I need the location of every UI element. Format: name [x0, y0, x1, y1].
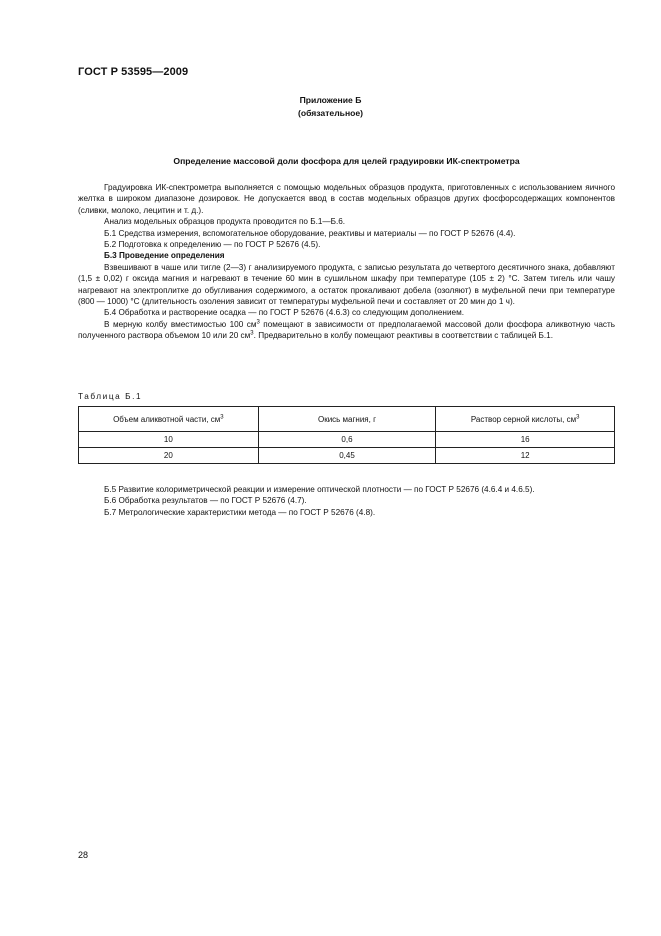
flask-text-a: В мерную колбу вместимостью 100 см	[104, 319, 257, 329]
paragraph-b2: Б.2 Подготовка к определению — по ГОСТ Р 52676 (4.5).	[104, 240, 321, 250]
paragraph-flask	[78, 319, 615, 342]
paragraph-intro: Градуировка ИК-спектрометра выполняется с помощью модельных образцов продукта, приготовленных с использованием яичного желтка в широком диапазоне дозировок. Не допускается ввод в состав модельных образцов других фосфорсодержащих компонентов (сливки, молоко, лецитин и т. д.).	[78, 183, 615, 215]
paragraph-b4: Б.4 Обработка и растворение осадка — по ГОСТ Р 52676 (4.6.3) со следующим дополнением.	[104, 308, 464, 318]
flask-text-c: . Предварительно в колбу помещают реактивы в соответствии с таблицей Б.1.	[253, 331, 554, 341]
paragraph-procedure: Взвешивают в чаше или тигле (2—3) г анализируемого продукта, с записью результата до четвертого десятичного знака, добавляют (1,5 ± 0,02) г оксида магния и нагревают в течение 60 мин в сушильном шкафу при температуре (105 ± 2) °С. Затем тигель или чашу нагревают на электроплитке до обугливания содержимого, а остаток прокаливают добела (озоляют) в муфельной печи при температуре (800 — 1000) °С (длительность озоления зависит от температуры муфельной печи и составляет от 20 мин до 1 ч).	[78, 262, 615, 307]
header-sulfuric-acid: Раствор серной кислоты, $см^3$	[436, 407, 615, 432]
document-code-header: ГОСТ Р 53595—2009	[78, 66, 189, 78]
flask-sup-b: 3	[250, 330, 254, 337]
paragraph-b6: Б.6 Обработка результатов — по ГОСТ Р 52676 (4.7).	[104, 496, 307, 506]
annex-status: (обязательное)	[297, 108, 364, 118]
table-header-row	[79, 407, 615, 432]
table-cell: 0,6	[258, 432, 436, 448]
table-cell: 12	[436, 448, 615, 464]
paragraph-analysis: Анализ модельных образцов продукта проводится по Б.1—Б.6.	[104, 217, 346, 227]
reagents-table	[78, 406, 615, 464]
flask-sup-a: 3	[256, 319, 260, 326]
table-row	[79, 432, 615, 448]
body-text	[78, 182, 615, 342]
flask-text-b: помещают в зависимости от предполагаемой массовой доли фосфора аликвотную часть полученного раствора объемом 10 или 20 см	[78, 319, 615, 341]
page-number: 28	[78, 850, 89, 860]
header-magnesium-oxide: Окись магния, г	[258, 407, 436, 432]
table-caption: Таблица Б.1	[78, 392, 143, 401]
paragraph-b3-heading: Б.3 Проведение определения	[104, 251, 225, 261]
table-row	[79, 448, 615, 464]
paragraph-b5: Б.5 Развитие колориметрической реакции и измерение оптической плотности — по ГОСТ Р 52676 (4.6.4 и 4.6.5).	[104, 485, 535, 494]
annex-title: Приложение Б	[299, 95, 362, 105]
table-cell: 0,45	[258, 448, 436, 464]
section-title: Определение массовой доли фосфора для целей градуировки ИК-спектрометра	[173, 156, 520, 166]
header-aliquot-volume: Объем аликвотной части, $см^3$	[79, 407, 259, 432]
paragraph-b1: Б.1 Средства измерения, вспомогательное оборудование, реактивы и материалы — по ГОСТ Р 52676 (4.4).	[104, 228, 516, 238]
table-cell: 20	[79, 448, 259, 464]
table-cell: 16	[436, 432, 615, 448]
paragraph-b7: Б.7 Метрологические характеристики метода — по ГОСТ Р 52676 (4.8).	[104, 507, 376, 517]
body-text-after-table	[78, 484, 615, 518]
table-cell: 10	[79, 432, 259, 448]
